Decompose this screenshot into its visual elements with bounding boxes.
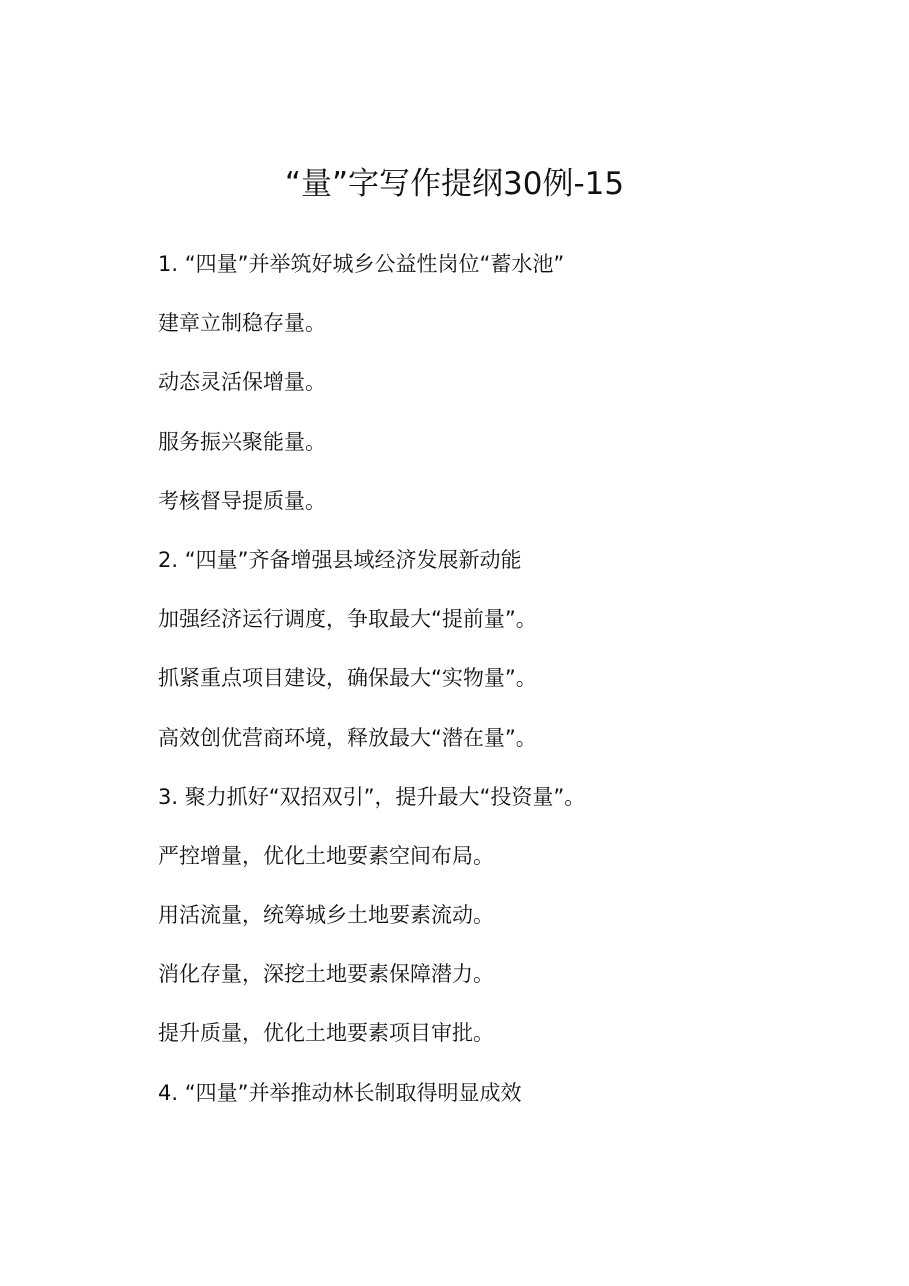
heading-1: 1. “四量”并举筑好城乡公益性岗位“蓄水池”	[158, 252, 565, 276]
heading-4: 4. “四量”并举推动林长制取得明显成效	[158, 1080, 522, 1105]
paragraph: 动态灵活保增量。	[158, 370, 326, 395]
paragraph: 抓紧重点项目建设，确保最大“实物量”。	[158, 666, 537, 691]
paragraph: 严控增量，优化土地要素空间布局。	[158, 843, 494, 868]
document-title: “量”字写作提纲30例-15	[284, 166, 625, 202]
paragraph: 服务振兴聚能量。	[158, 429, 326, 454]
paragraph: 考核督导提质量。	[158, 488, 326, 513]
heading-3: 3. 聚力抓好“双招双引”，提升最大“投资量”。	[158, 784, 586, 809]
paragraph: 用活流量，统筹城乡土地要素流动。	[158, 903, 494, 928]
paragraph: 高效创优营商环境，释放最大“潜在量”。	[158, 725, 537, 750]
document-body	[158, 246, 858, 1134]
paragraph: 提升质量，优化土地要素项目审批。	[158, 1021, 494, 1046]
heading-2: 2. “四量”齐备增强县域经济发展新动能	[158, 547, 522, 572]
paragraph: 建章立制稳存量。	[158, 311, 326, 336]
paragraph: 加强经济运行调度，争取最大“提前量”。	[158, 607, 537, 632]
paragraph: 消化存量，深挖土地要素保障潜力。	[158, 962, 494, 987]
